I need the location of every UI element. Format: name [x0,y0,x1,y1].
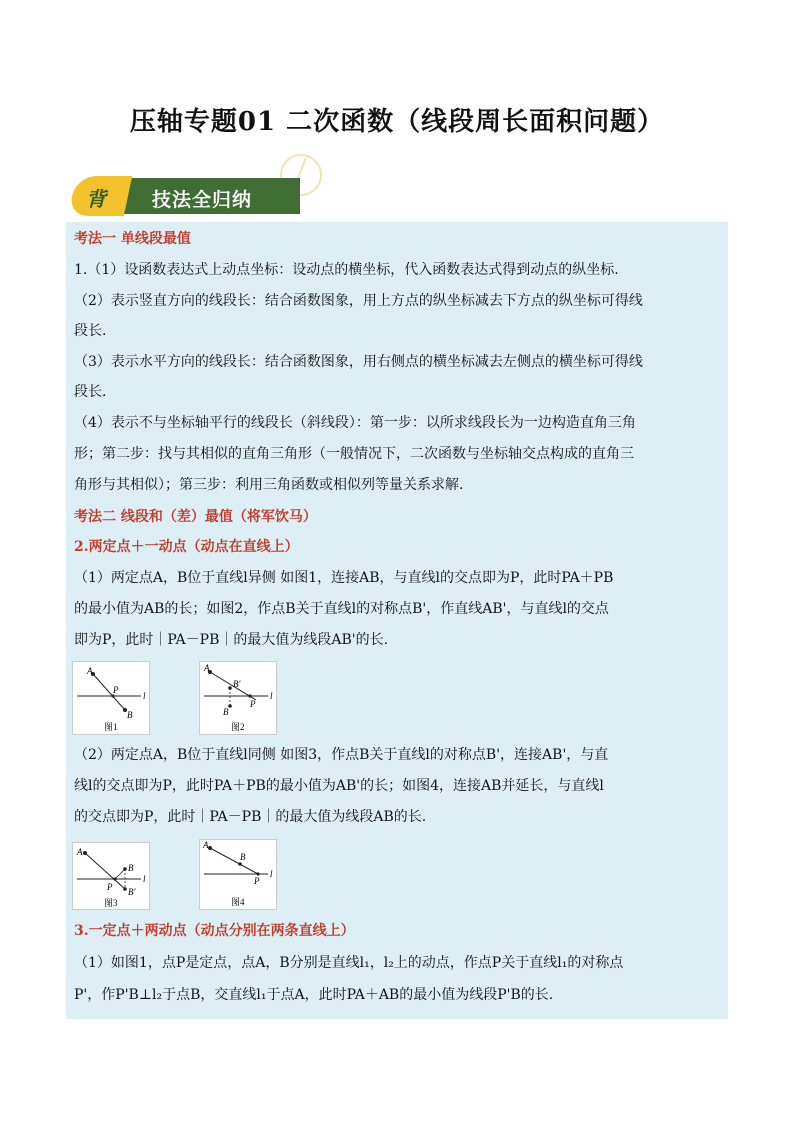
section2-subheading: 2.两定点＋一动点（动点在直线上） [74,539,299,555]
banner-label: 技法全归纳 [152,189,253,211]
paragraph-line: 1.（1）设函数表达式上动点坐标：设动点的横坐标，代入函数表达式得到动点的纵坐标. [74,262,619,278]
figure-1-label-b: B [127,710,133,720]
section2-heading: 考法二 线段和（差）最值（将军饮马） [74,509,317,525]
section-banner [72,176,300,216]
figure-4-label-a: A [203,840,209,850]
figure-2-label-l: l [270,691,273,701]
figure-2-label-a: A [204,663,210,673]
figure-3-label-l: l [143,874,146,884]
figure-4 [199,839,277,910]
figure-2-label-p: P [250,699,256,709]
content-box [66,222,728,1019]
paragraph-line: （2）表示竖直方向的线段长：结合函数图象，用上方点的纵坐标减去下方点的纵坐标可得线 [74,293,643,309]
paragraph-line: （4）表示不与坐标轴平行的线段长（斜线段）：第一步：以所求线段长为一边构造直角三角 [74,415,636,431]
paragraph-line: （3）表示水平方向的线段长：结合函数图象，用右侧点的横坐标减去左侧点的横坐标可得线 [74,354,643,370]
figure-1 [72,661,150,735]
banner-badge-text: 背 [86,187,106,211]
figure-2 [199,661,277,735]
paragraph-line: （1）两定点A，B位于直线l异侧 如图1，连接AB，与直线l的交点即为P，此时PA＋PB [74,570,614,586]
page-title: 压轴专题01 二次函数（线段周长面积问题） [129,107,665,137]
figure-3-label-b1: B' [128,887,136,897]
figure-2-label-b: B [223,707,229,717]
figure-2-label-b1: B' [233,679,241,689]
paragraph-line: 即为P，此时｜PA－PB｜的最大值为线段AB'的长. [74,632,389,648]
figure-4-caption: 图4 [231,897,245,907]
paragraph-line: P'，作P'B⊥l₂于点B，交直线l₁于点A，此时PA＋AB的最小值为线段P'B的长. [74,987,554,1003]
figure-3-caption: 图3 [104,898,118,908]
paragraph-line: （1）如图1，点P是定点，点A，B分别是直线l₁，l₂上的动点，作点P关于直线l₁的对称点 [74,955,624,971]
figure-1-label-p: P [113,685,119,695]
figure-2-caption: 图2 [231,722,245,732]
figure-1-label-l: l [143,691,146,701]
paragraph-line: 角形与其相似）；第三步：利用三角函数或相似列等量关系求解. [74,477,464,493]
figure-3 [72,842,150,910]
section1-heading: 考法一 单线段最值 [74,231,191,247]
figure-4-label-l: l [270,869,273,879]
figure-1-label-a: A [87,666,93,676]
paragraph-line: 形；第二步：找与其相似的直角三角形（一般情况下，二次函数与坐标轴交点构成的直角三 [74,446,634,462]
figure-4-label-b: B [240,852,246,862]
figure-3-label-p: P [107,882,113,892]
figure-3-label-b: B [128,863,134,873]
paragraph-line: 段长. [74,384,107,400]
figure-3-label-a: A [77,847,83,857]
paragraph-line: 段长. [74,323,107,339]
figure-4-label-p: P [254,876,260,886]
paragraph-line: （2）两定点A，B位于直线l同侧 如图3，作点B关于直线l的对称点B'，连接AB'，与直 [74,747,609,763]
figure-1-caption: 图1 [104,722,118,732]
paragraph-line: 的交点即为P，此时｜PA－PB｜的最大值为线段AB的长. [74,809,427,825]
paragraph-line: 线l的交点即为P，此时PA＋PB的最小值为AB'的长；如图4，连接AB并延长，与直线l [74,778,604,794]
paragraph-line: 的最小值为AB的长；如图2，作点B关于直线l的对称点B'，作直线AB'，与直线l的交点 [74,601,609,617]
section3-subheading: 3.一定点＋两动点（动点分别在两条直线上） [74,923,355,939]
